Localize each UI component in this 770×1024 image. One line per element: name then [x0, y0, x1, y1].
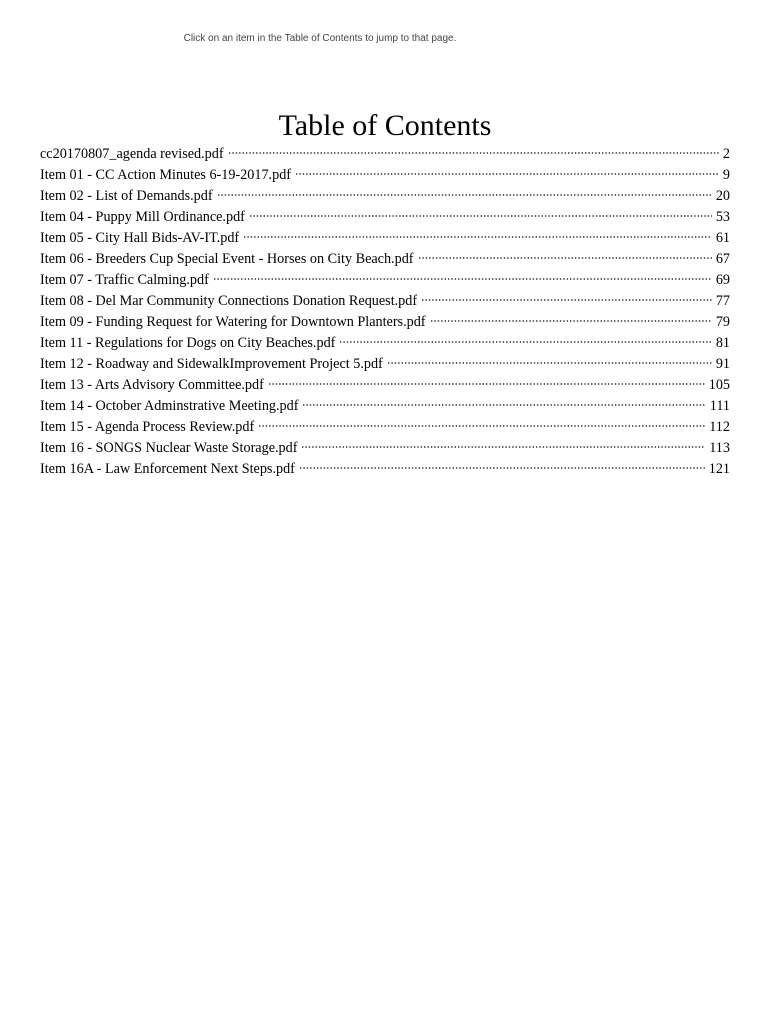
- toc-entry-page-number: 77: [715, 293, 730, 309]
- toc-entry-label: Item 13 - Arts Advisory Committee.pdf: [40, 377, 264, 393]
- toc-entry[interactable]: [40, 188, 730, 209]
- toc-entry[interactable]: [40, 377, 730, 398]
- dot-leader: [301, 445, 705, 449]
- toc-entry-label: Item 15 - Agenda Process Review.pdf: [40, 419, 255, 435]
- dot-leader: [430, 319, 712, 323]
- toc-entry-label: Item 12 - Roadway and SidewalkImprovement Project 5.pdf: [40, 356, 383, 372]
- dot-leader: [302, 403, 705, 407]
- toc-entry[interactable]: [40, 293, 730, 314]
- toc-entry[interactable]: [40, 272, 730, 293]
- toc-entry[interactable]: [40, 146, 730, 167]
- toc-entry[interactable]: [40, 314, 730, 335]
- toc-entry-page-number: 112: [709, 419, 730, 435]
- dot-leader: [268, 382, 705, 386]
- toc-list: [40, 146, 730, 482]
- toc-instruction: Click on an item in the Table of Contents to jump to that page.: [183, 33, 457, 44]
- toc-entry-label: Item 04 - Puppy Mill Ordinance.pdf: [40, 209, 245, 225]
- toc-entry-page-number: 121: [708, 461, 730, 477]
- dot-leader: [258, 424, 705, 428]
- toc-entry-label: Item 02 - List of Demands.pdf: [40, 188, 213, 204]
- toc-entry-page-number: 61: [715, 230, 730, 246]
- toc-entry[interactable]: [40, 398, 730, 419]
- toc-entry-label: Item 14 - October Adminstrative Meeting.pdf: [40, 398, 299, 414]
- toc-entry[interactable]: [40, 419, 730, 440]
- toc-entry-page-number: 91: [715, 356, 730, 372]
- toc-entry[interactable]: [40, 209, 730, 230]
- toc-entry[interactable]: [40, 230, 730, 251]
- toc-entry-page-number: 79: [715, 314, 730, 330]
- toc-entry[interactable]: [40, 335, 730, 356]
- toc-entry-label: Item 16 - SONGS Nuclear Waste Storage.pdf: [40, 440, 298, 456]
- dot-leader: [217, 193, 712, 197]
- toc-entry-page-number: 69: [715, 272, 730, 288]
- dot-leader: [213, 277, 712, 281]
- toc-entry-page-number: 105: [708, 377, 730, 393]
- toc-entry[interactable]: [40, 356, 730, 377]
- dot-leader: [249, 214, 712, 218]
- dot-leader: [243, 235, 712, 239]
- dot-leader: [418, 256, 712, 260]
- dot-leader: [295, 172, 719, 176]
- toc-entry-page-number: 2: [722, 146, 730, 162]
- toc-entry-label: Item 08 - Del Mar Community Connections Donation Request.pdf: [40, 293, 418, 309]
- dot-leader: [228, 151, 719, 155]
- toc-entry-label: Item 06 - Breeders Cup Special Event - Horses on City Beach.pdf: [40, 251, 414, 267]
- toc-entry-label: Item 07 - Traffic Calming.pdf: [40, 272, 209, 288]
- dot-leader: [387, 361, 712, 365]
- toc-entry-label: Item 16A - Law Enforcement Next Steps.pdf: [40, 461, 295, 477]
- toc-entry-page-number: 53: [715, 209, 730, 225]
- toc-entry-label: Item 05 - City Hall Bids-AV-IT.pdf: [40, 230, 240, 246]
- toc-entry-label: Item 01 - CC Action Minutes 6-19-2017.pdf: [40, 167, 292, 183]
- toc-entry-page-number: 67: [715, 251, 730, 267]
- toc-entry-label: Item 09 - Funding Request for Watering for Downtown Planters.pdf: [40, 314, 426, 330]
- dot-leader: [299, 466, 705, 470]
- toc-entry[interactable]: [40, 461, 730, 482]
- dot-leader: [339, 340, 711, 344]
- toc-entry-page-number: 81: [715, 335, 730, 351]
- toc-entry-label: Item 11 - Regulations for Dogs on City Beaches.pdf: [40, 335, 336, 351]
- toc-entry-page-number: 111: [709, 398, 730, 414]
- toc-entry-page-number: 113: [709, 440, 730, 456]
- toc-entry[interactable]: [40, 167, 730, 188]
- toc-entry-page-number: 20: [715, 188, 730, 204]
- toc-entry-label: cc20170807_agenda revised.pdf: [40, 146, 224, 162]
- toc-entry[interactable]: [40, 251, 730, 272]
- dot-leader: [421, 298, 712, 302]
- page-title: Table of Contents: [278, 109, 492, 142]
- toc-entry[interactable]: [40, 440, 730, 461]
- toc-entry-page-number: 9: [722, 167, 730, 183]
